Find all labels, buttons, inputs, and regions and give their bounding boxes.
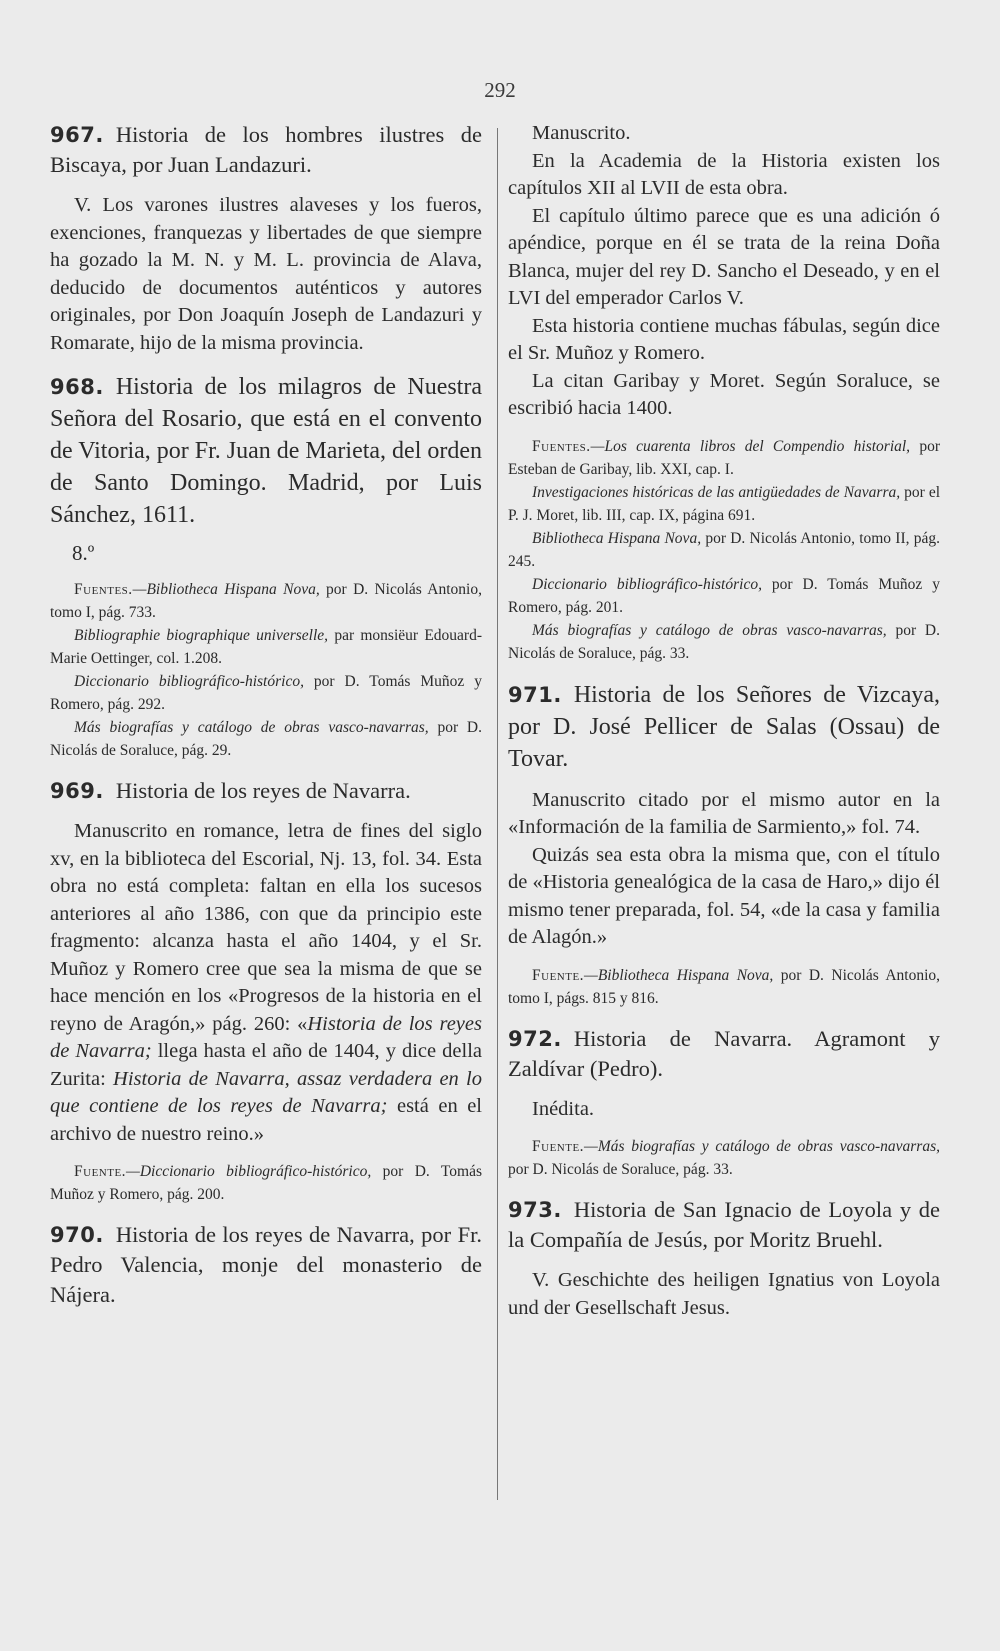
page-number: 292	[484, 78, 516, 102]
entry-number: 972.	[508, 1026, 562, 1051]
source-line	[508, 481, 940, 527]
entry-title-text: Historia de los reyes de Navarra, por Fr. Pedro Valencia, monje del monasterio de Nájera.	[50, 1222, 482, 1307]
entry-title-text: Historia de Navarra. Agramont y Zaldívar (Pedro).	[508, 1025, 940, 1081]
source-title: —Más biografías y catálogo de obras vasco-navarras,	[584, 1138, 940, 1155]
source-line	[508, 964, 940, 1010]
source-detail: por D. Tomás Muñoz y Romero, pág. 201.	[508, 575, 941, 616]
entry-text	[50, 818, 482, 1148]
entry-text: V. Geschichte des heiligen Ignatius von Loyola und der Gesellschaft Jesus.	[508, 1269, 940, 1319]
entry-number: 967.	[50, 123, 104, 147]
source-detail: por D. Nicolás de Soraluce, pág. 33.	[508, 621, 941, 662]
sources-label: Fuente.	[532, 966, 585, 984]
source-line	[50, 624, 482, 670]
entry-title	[50, 776, 482, 806]
entry-969	[50, 776, 482, 1206]
sources	[50, 1160, 482, 1206]
source-detail: por el P. J. Moret, lib. III, cap. IX, página 691.	[508, 483, 940, 524]
source-title: —Los cuarenta libros del Compendio historial,	[590, 437, 911, 455]
sources	[508, 1135, 940, 1181]
entry-972	[508, 1024, 940, 1182]
text-run-italic: Historia de los reyes de Navarra;	[50, 1012, 482, 1062]
sources-label: Fuente.	[532, 1138, 585, 1155]
source-title: —Bibliotheca Hispana Nova,	[132, 581, 320, 598]
entry-number: 970.	[50, 1223, 104, 1247]
entry-title-text: Historia de los reyes de Navarra.	[115, 778, 411, 803]
source-detail: por D. Nicolás Antonio, tomo I, pág. 733.	[50, 581, 482, 621]
source-title: Investigaciones históricas de las antigüedades de Navarra,	[532, 483, 901, 501]
entry-number: 968.	[50, 375, 104, 399]
source-title: Diccionario bibliográfico-histórico,	[74, 673, 304, 690]
source-title: —Diccionario bibliográfico-histórico,	[126, 1163, 372, 1180]
source-line	[508, 573, 940, 619]
source-detail: par monsiëur Edouard-Marie Oettinger, col. 1.208.	[50, 627, 482, 667]
source-title: Diccionario bibliográfico-histórico,	[532, 575, 762, 593]
entry-text: Quizás sea esta obra la misma que, con el título de «Historia genealógica de la casa de Haro,» dijo él mismo tener preparada, fol. 54, «de la casa y familia de Alagón.»	[508, 843, 940, 948]
entry-971	[508, 679, 940, 1010]
entry-number: 971.	[508, 682, 562, 707]
entry-text: El capítulo último parece que es una adición ó apéndice, porque en él se trata de la reina Doña Blanca, mujer del rey D. Sancho el Deseado, y en el LVI del emperador Carlos V.	[508, 204, 940, 309]
sources-label: Fuente.	[74, 1163, 127, 1180]
source-line	[50, 1160, 482, 1206]
source-line	[50, 578, 482, 624]
source-title: Más biografías y catálogo de obras vasco-navarras,	[74, 719, 429, 736]
source-title: Más biografías y catálogo de obras vasco-navarras,	[532, 621, 887, 639]
source-line	[508, 527, 940, 573]
entry-title-text: Historia de los Señores de Vizcaya, por D. José Pellicer de Salas (Ossau) de Tovar.	[508, 681, 940, 772]
source-title: —Bibliotheca Hispana Nova,	[584, 966, 774, 984]
sources	[508, 964, 940, 1010]
right-column	[508, 120, 940, 1336]
source-detail: por D. Nicolás Antonio, tomo II, pág. 245.	[508, 529, 940, 570]
sources	[508, 435, 940, 665]
entry-title	[508, 1195, 940, 1255]
text-run: está en el archivo de nuestro reino.»	[50, 1095, 482, 1145]
entry-967	[50, 120, 482, 357]
source-detail: por D. Nicolás de Soraluce, pág. 29.	[50, 719, 483, 759]
entry-text: Manuscrito citado por el mismo autor en la «Información de la familia de Sarmiento,» fol. 74.	[508, 788, 940, 838]
entry-title	[50, 1220, 482, 1310]
book-format: 8.º	[72, 541, 95, 565]
entry-title	[50, 120, 482, 180]
text-run-italic: Historia de Navarra, assaz verdadera en lo que contiene de los reyes de Navarra;	[50, 1067, 482, 1117]
column-divider	[497, 128, 498, 1500]
entry-title-text: Historia de los hombres ilustres de Biscaya, por Juan Landazuri.	[50, 122, 482, 177]
entry-text: Esta historia contiene muchas fábulas, según dice el Sr. Muñoz y Romero.	[508, 314, 940, 364]
sources-label: Fuentes.	[532, 437, 591, 455]
source-title: Bibliographie biographique universelle,	[74, 627, 329, 644]
entry-text: Inédita.	[532, 1097, 595, 1120]
entry-title	[508, 1024, 940, 1084]
left-column	[50, 120, 482, 1324]
source-title: Bibliotheca Hispana Nova,	[532, 529, 702, 547]
entry-970	[50, 1220, 482, 1310]
text-run: Manuscrito en romance, letra de fines del siglo xv, en la biblioteca del Escorial, Nj. 13, fol. 34. Esta obra no está completa: faltan en ella los sucesos anteriores al año 1386, con que da principio este fragmento: alcanza hasta el año 1404, y el Sr. Muñoz y Romero cree que sea la misma de que se hace mención en los «Progresos de la historia en el reyno de Aragón,» pág. 260: «	[50, 820, 482, 1035]
entry-title	[508, 679, 940, 775]
entry-title	[50, 371, 482, 531]
source-line	[508, 1135, 940, 1181]
source-detail: por Esteban de Garibay, lib. XXI, cap. I.	[508, 437, 940, 478]
entry-text: Manuscrito.	[532, 122, 631, 144]
source-detail: por D. Nicolás Antonio, tomo I, págs. 815 y 816.	[508, 966, 940, 1007]
sources	[50, 578, 482, 762]
entry-text: La citan Garibay y Moret. Según Soraluce, se escribió hacia 1400.	[508, 369, 940, 419]
entry-970-continued	[508, 120, 940, 665]
entry-text: V. Los varones ilustres alaveses y los fueros, exenciones, franquezas y libertades de que siempre ha gozado la M. N. y M. L. provincia de Alava, deducido de documentos auténticos y autores originales, por Don Joaquín Joseph de Landazuri y Romarate, hijo de la misma provincia.	[50, 194, 482, 354]
source-line	[50, 670, 482, 716]
entry-text: En la Academia de la Historia existen los capítulos XII al LVII de esta obra.	[508, 149, 940, 199]
entry-number: 969.	[50, 779, 104, 803]
source-line	[50, 716, 482, 762]
entry-973	[508, 1195, 940, 1322]
source-detail: por D. Nicolás de Soraluce, pág. 33.	[508, 1161, 733, 1178]
entry-title-text: Historia de San Ignacio de Loyola y de la Compañía de Jesús, por Moritz Bruehl.	[508, 1197, 940, 1252]
entry-title-text: Historia de los milagros de Nuestra Señora del Rosario, que está en el convento de Vitoria, por Fr. Juan de Marieta, del orden de Santo Domingo. Madrid, por Luis Sánchez, 1611.	[50, 374, 482, 528]
source-detail: por D. Tomás Muñoz y Romero, pág. 200.	[50, 1163, 482, 1203]
entry-number: 973.	[508, 1198, 562, 1222]
sources-label: Fuentes.	[74, 581, 133, 598]
source-line	[508, 435, 940, 481]
entry-968	[50, 371, 482, 762]
text-run: llega hasta el año de 1404, y dice della Zurita:	[50, 1040, 482, 1090]
source-line	[508, 619, 940, 665]
source-detail: por D. Tomás Muñoz y Romero, pág. 292.	[50, 673, 483, 713]
